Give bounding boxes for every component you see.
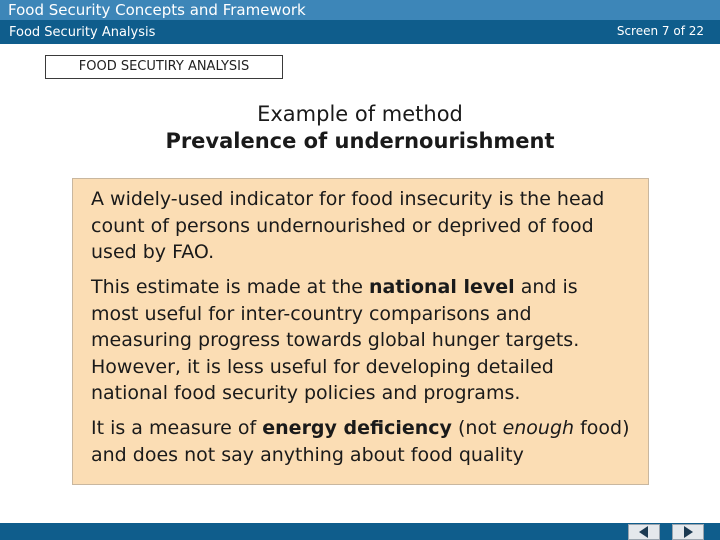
emphasis-enough: enough — [502, 417, 575, 439]
heading-title: Prevalence of undernourishment — [165, 129, 555, 153]
section-header-bar — [0, 20, 720, 44]
page-heading — [0, 101, 720, 155]
bottom-bar — [0, 523, 720, 540]
section-tab — [45, 55, 283, 79]
app-title-bar — [0, 0, 720, 20]
previous-button[interactable] — [628, 524, 660, 540]
emphasis-national-level: national level — [369, 276, 515, 298]
paragraph-3-text-mid: (not — [451, 417, 503, 439]
emphasis-energy-deficiency: energy deficiency — [262, 417, 452, 439]
content-panel — [72, 178, 649, 485]
paragraph-1: A widely-used indicator for food insecurity is the head count of persons undernourished or deprived of food used by FAO. — [91, 188, 605, 263]
arrow-right-icon — [681, 525, 695, 539]
heading-subtitle: Example of method — [257, 102, 463, 126]
app-title: Food Security Concepts and Framework — [8, 1, 306, 19]
section-title: Food Security Analysis — [9, 25, 156, 40]
section-tab-label: FOOD SECUTIRY ANALYSIS — [78, 59, 250, 74]
paragraph-3-text-end: food) and does not say anything about food quality — [91, 417, 630, 466]
next-button[interactable] — [672, 524, 704, 540]
paragraph-2-text-end: and is most useful for inter-country comparisons and measuring progress towards global hunger targets. However, it is less useful for developing detailed national food security policies and programs. — [91, 276, 580, 404]
paragraph-3-text: It is a measure of — [91, 417, 263, 439]
arrow-left-icon — [637, 525, 651, 539]
paragraph-2 — [91, 274, 630, 407]
paragraph-3 — [91, 415, 630, 468]
paragraph-2-text: This estimate is made at the — [91, 276, 370, 298]
screen-indicator: Screen 7 of 22 — [616, 24, 704, 38]
